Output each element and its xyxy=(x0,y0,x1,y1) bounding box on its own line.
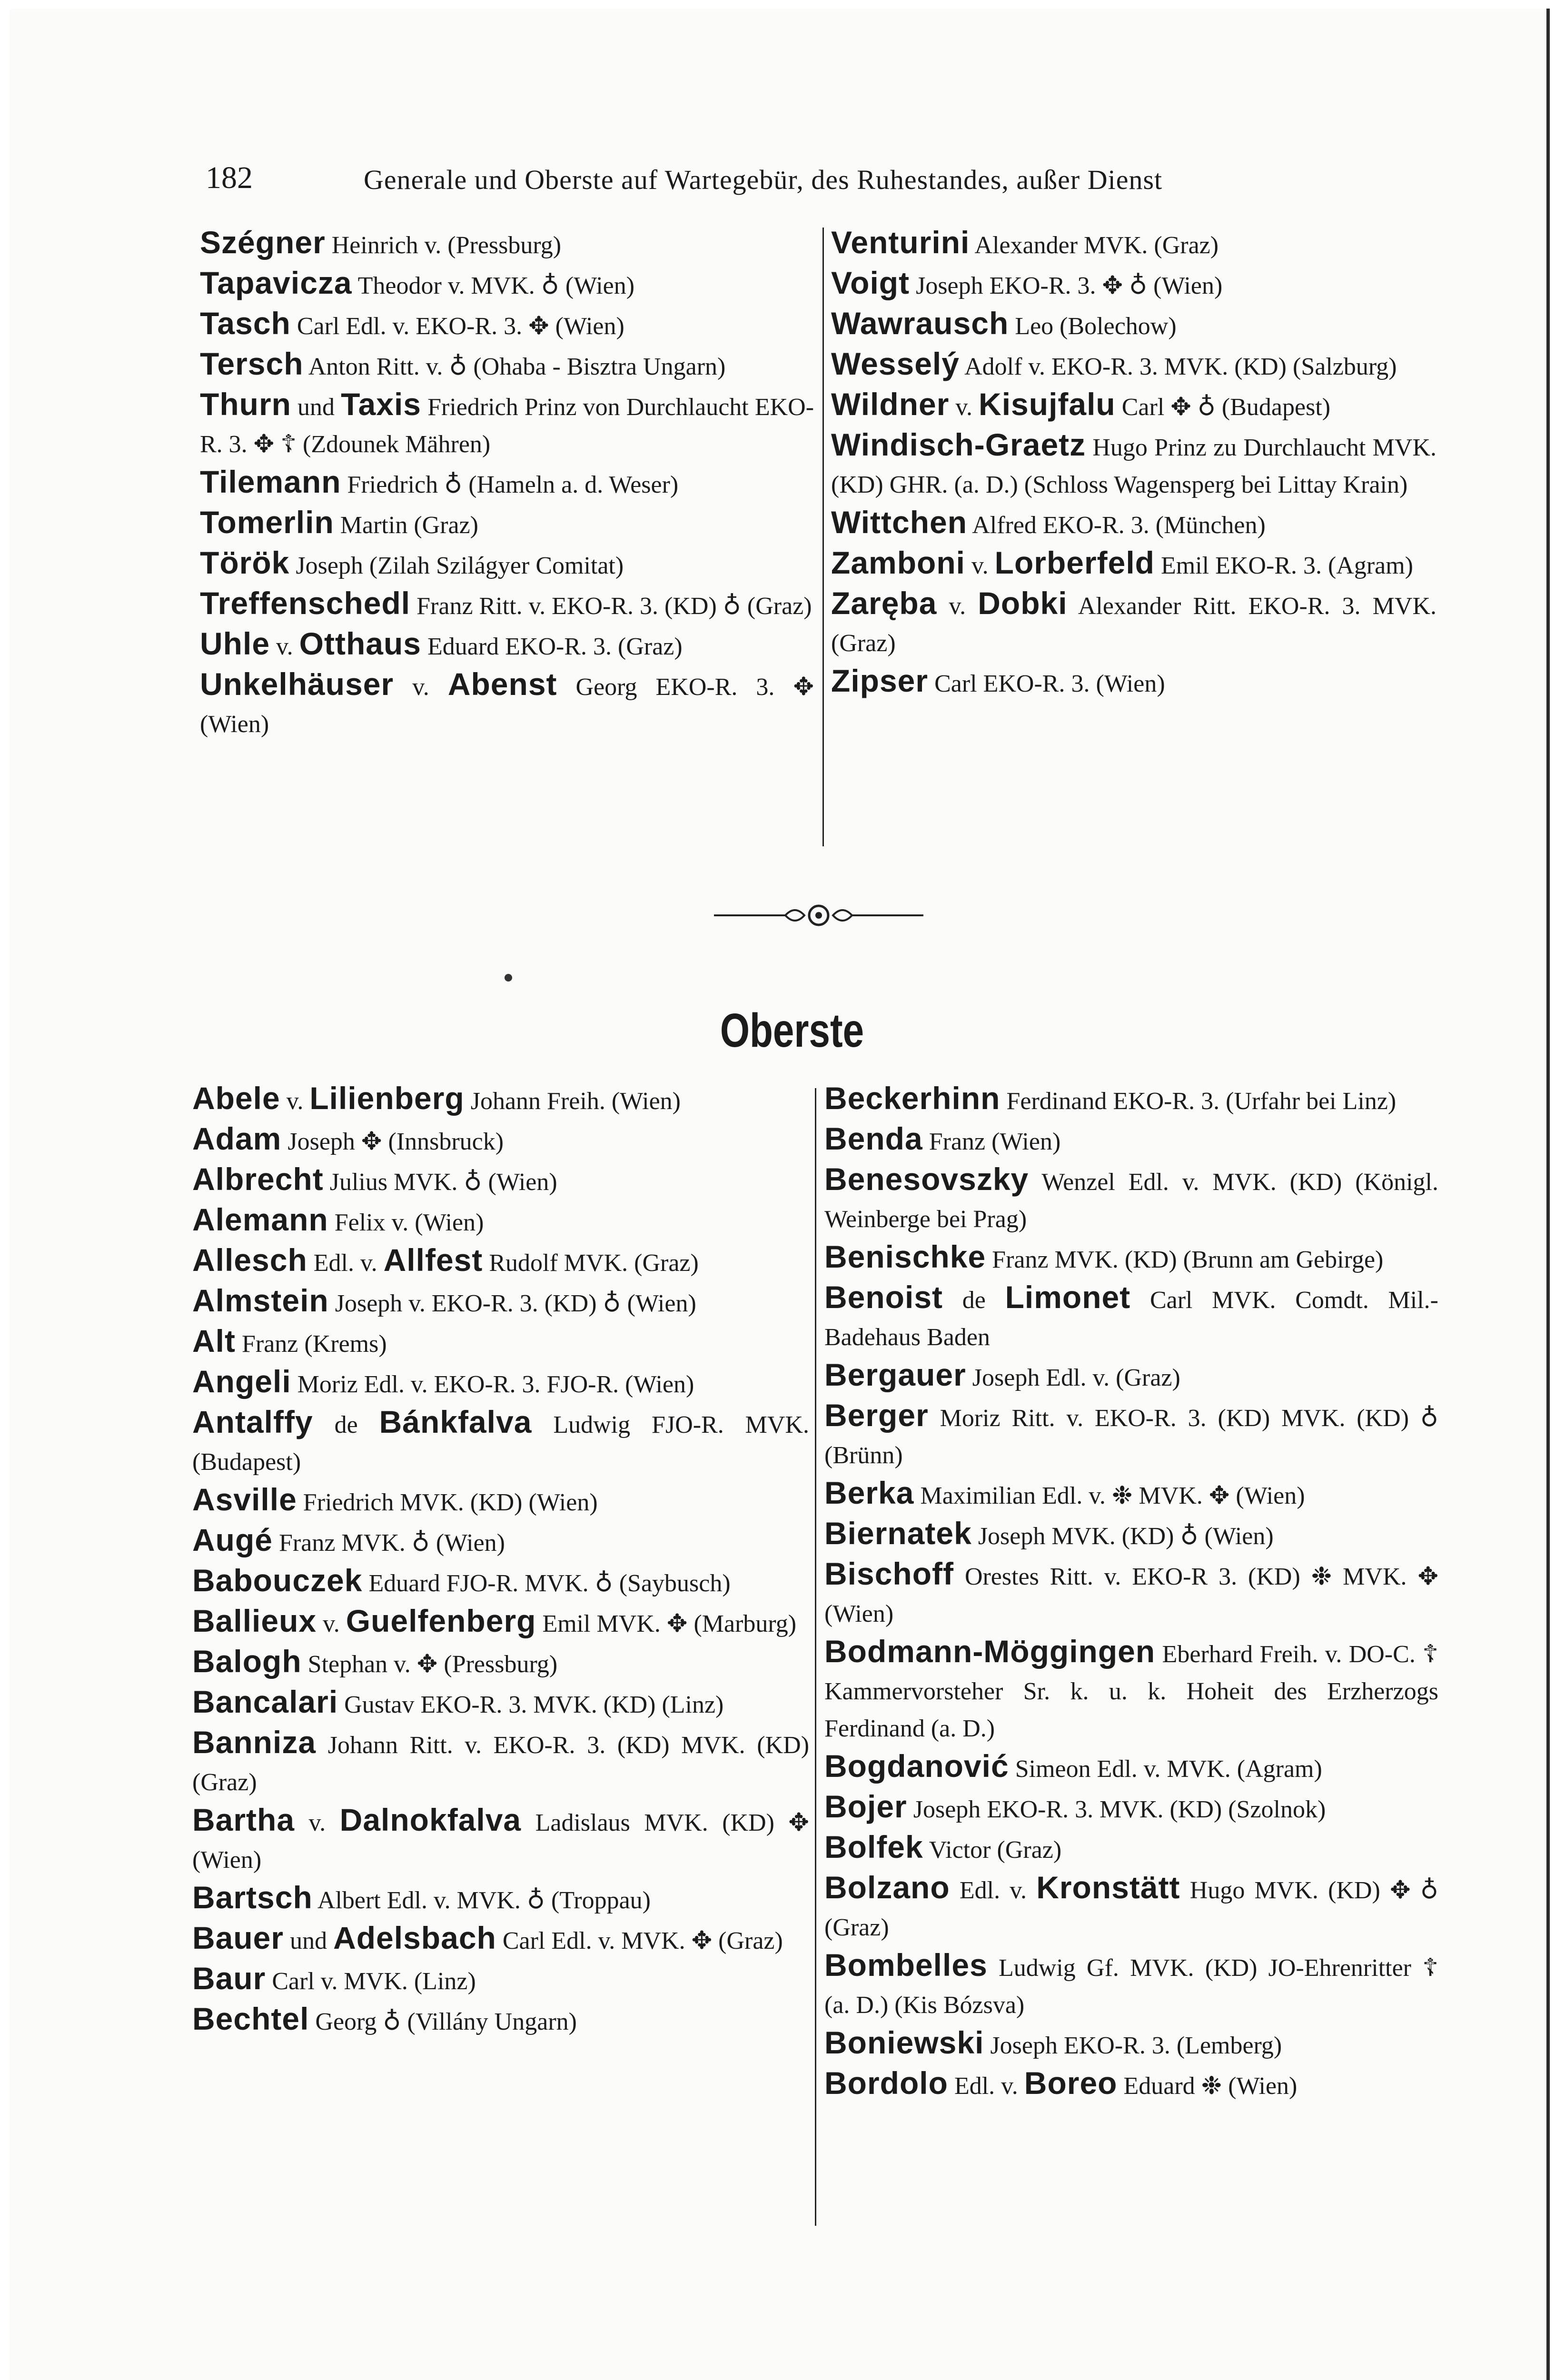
entry-surname: Venturini xyxy=(831,225,970,260)
entry-surname: Bischoff xyxy=(824,1556,954,1591)
entry-details: Anton Ritt. v. ♁ (Ohaba - Bisztra Ungarn) xyxy=(308,353,726,380)
generale-entry xyxy=(831,224,1436,264)
entry-surname: Bolfek xyxy=(824,1829,923,1864)
entry-surname: Bechtel xyxy=(192,2001,309,2036)
entry-details: Carl MVK. Comdt. Mil.-Badehaus Baden xyxy=(824,1287,1438,1351)
entry-details: Heinrich v. (Pressburg) xyxy=(331,232,562,259)
entry-surname: Zaręba xyxy=(831,585,937,621)
oberste-entry xyxy=(192,1801,809,1879)
entry-details: Gustav EKO-R. 3. MVK. (KD) (Linz) xyxy=(344,1691,724,1718)
entry-details: Franz (Krems) xyxy=(241,1330,387,1358)
entry-surname: Ballieux xyxy=(192,1603,317,1638)
generale-entry xyxy=(200,463,814,504)
entry-surname2: Otthaus xyxy=(299,626,421,661)
entry-surname: Albrecht xyxy=(192,1161,324,1197)
page-number: 182 xyxy=(206,160,253,195)
entry-details: Joseph v. EKO-R. 3. (KD) ♁ (Wien) xyxy=(335,1290,696,1317)
entry-surname: Bogdanović xyxy=(824,1748,1009,1784)
oberste-entry xyxy=(824,1515,1438,1555)
entry-connector: Edl. v. xyxy=(954,2073,1018,2100)
entry-surname: Banniza xyxy=(192,1725,317,1760)
entry-surname: Boniewski xyxy=(824,2025,984,2060)
oberste-entry xyxy=(824,1356,1438,1397)
entry-details: Adolf v. EKO-R. 3. MVK. (KD) (Salzburg) xyxy=(964,353,1397,380)
entry-surname: Allesch xyxy=(192,1242,307,1278)
entry-surname2: Kisujfalu xyxy=(979,387,1116,422)
oberste-entry xyxy=(824,1474,1438,1515)
entry-surname: Tilemann xyxy=(200,464,341,499)
entry-details: Georg EKO-R. 3. ✥ (Wien) xyxy=(200,674,814,738)
page xyxy=(10,9,1550,2380)
entry-surname: Bombelles xyxy=(824,1947,988,1983)
entry-surname2: Boreo xyxy=(1024,2065,1118,2101)
entry-details: Rudolf MVK. (Graz) xyxy=(489,1250,699,1277)
entry-surname2: Lorberfeld xyxy=(994,545,1155,580)
page-header xyxy=(206,160,1286,198)
entry-details: Maximilian Edl. v. ❉ MVK. ✥ (Wien) xyxy=(920,1482,1305,1509)
entry-details: Simeon Edl. v. MVK. (Agram) xyxy=(1015,1755,1322,1783)
entry-details: Ferdinand EKO-R. 3. (Urfahr bei Linz) xyxy=(1006,1088,1397,1115)
generale-entry xyxy=(200,305,814,345)
entry-details: Ludwig FJO-R. MVK. (Budapest) xyxy=(192,1411,810,1476)
entry-surname: Bolzano xyxy=(824,1870,950,1905)
entry-surname: Zamboni xyxy=(831,545,965,580)
generale-entry xyxy=(831,426,1436,504)
entry-details: Wenzel Edl. v. MVK. (KD) (Königl. Weinberge bei Prag) xyxy=(824,1169,1439,1233)
entry-surname: Tersch xyxy=(200,346,304,381)
entry-surname: Baur xyxy=(192,1961,266,1996)
entry-surname: Berka xyxy=(824,1475,914,1510)
entry-details: Hugo Prinz zu Durchlaucht MVK. (KD) GHR. (a. D.) (Schloss Wagensperg bei Littay Krain) xyxy=(831,434,1437,498)
entry-details: Theodor v. MVK. ♁ (Wien) xyxy=(357,272,635,299)
entry-surname: Berger xyxy=(824,1398,929,1433)
entry-details: Orestes Ritt. v. EKO-R 3. (KD) ❉ MVK. ✥ (Wien) xyxy=(824,1563,1439,1627)
entry-surname2: Allfest xyxy=(383,1242,483,1278)
entry-details: Ladislaus MVK. (KD) ✥ (Wien) xyxy=(192,1809,810,1874)
oberste-entry xyxy=(824,1160,1438,1238)
entry-surname: Abele xyxy=(192,1081,280,1116)
entry-surname: Tomerlin xyxy=(200,505,334,540)
oberste-entry xyxy=(192,1282,809,1322)
oberste-entry xyxy=(824,1080,1438,1120)
generale-entry xyxy=(200,264,814,305)
oberste-entry xyxy=(192,1724,809,1801)
entry-surname: Wawrausch xyxy=(831,306,1009,341)
entry-details: Alexander MVK. (Graz) xyxy=(974,232,1219,259)
entry-details: Joseph Edl. v. (Graz) xyxy=(972,1364,1180,1391)
entry-surname2: Abenst xyxy=(447,666,557,702)
entry-surname2: Limonet xyxy=(1005,1279,1131,1315)
generale-entry xyxy=(200,544,814,585)
entry-surname: Benoist xyxy=(824,1279,943,1315)
generale-entry xyxy=(831,264,1436,305)
entry-surname: Tasch xyxy=(200,306,291,341)
oberste-entry xyxy=(192,2000,809,2041)
entry-surname: Tapavicza xyxy=(200,265,352,300)
entry-surname: Bojer xyxy=(824,1789,907,1824)
entry-connector: und xyxy=(297,394,335,421)
entry-details: Emil MVK. ✥ (Marburg) xyxy=(542,1610,797,1637)
entry-details: Joseph ✥ (Innsbruck) xyxy=(287,1128,504,1155)
oberste-entry xyxy=(192,1879,809,1919)
oberste-entry xyxy=(192,1403,809,1481)
entry-details: Franz Ritt. v. EKO-R. 3. (KD) ♁ (Graz) xyxy=(416,593,812,620)
entry-surname: Thurn xyxy=(200,387,291,422)
entry-connector: und xyxy=(290,1927,327,1954)
section-title-oberste: Oberste xyxy=(720,1004,864,1057)
oberste-entry xyxy=(192,1643,809,1683)
entry-surname2: Guelfenberg xyxy=(346,1603,536,1638)
entry-details: Franz (Wien) xyxy=(929,1128,1061,1155)
entry-details: Carl EKO-R. 3. (Wien) xyxy=(934,670,1165,697)
generale-entry xyxy=(200,665,814,743)
entry-details: Eduard FJO-R. MVK. ♁ (Saybusch) xyxy=(368,1570,731,1597)
running-title: Generale und Oberste auf Wartegebür, des Ruhestandes, außer Dienst xyxy=(364,164,1163,195)
entry-details: Joseph (Zilah Szilágyer Comitat) xyxy=(296,552,624,579)
entry-surname: Asville xyxy=(192,1482,297,1517)
oberste-entry xyxy=(824,1397,1438,1474)
oberste-entry xyxy=(824,1279,1438,1356)
oberste-entry xyxy=(192,1363,809,1403)
generale-entry xyxy=(831,386,1436,426)
entry-details: Carl v. MVK. (Linz) xyxy=(272,1968,476,1995)
entry-surname: Alemann xyxy=(192,1202,328,1237)
entry-details: Moriz Ritt. v. EKO-R. 3. (KD) MVK. (KD) ♁ (Brünn) xyxy=(824,1405,1438,1469)
oberste-entry xyxy=(192,1241,809,1282)
entry-surname: Beckerhinn xyxy=(824,1081,1000,1116)
oberste-entry xyxy=(192,1481,809,1521)
entry-surname2: Kronstätt xyxy=(1036,1870,1180,1905)
oberste-entry xyxy=(824,1747,1438,1788)
oberste-entry xyxy=(824,2024,1438,2064)
entry-surname: Biernatek xyxy=(824,1516,972,1551)
generale-entry xyxy=(831,544,1436,585)
entry-surname2: Dalnokfalva xyxy=(339,1802,522,1837)
generale-entry xyxy=(831,504,1436,544)
oberste-entry xyxy=(824,1869,1438,1946)
entry-connector: v. xyxy=(323,1610,340,1637)
entry-details: Carl Edl. v. EKO-R. 3. ✥ (Wien) xyxy=(297,313,624,340)
entry-connector: de xyxy=(962,1287,986,1314)
entry-surname: Uhle xyxy=(200,626,270,661)
entry-details: Friedrich MVK. (KD) (Wien) xyxy=(303,1489,598,1516)
generale-entry xyxy=(200,386,814,463)
entry-connector: Edl. v. xyxy=(313,1250,377,1277)
oberste-right-column xyxy=(824,1080,1438,2105)
entry-connector: v. xyxy=(276,633,293,660)
oberste-entry xyxy=(192,1602,809,1643)
oberste-entry xyxy=(192,1201,809,1241)
entry-surname: Benischke xyxy=(824,1239,986,1274)
entry-details: Eduard ❉ (Wien) xyxy=(1123,2073,1298,2100)
entry-surname: Alt xyxy=(192,1323,236,1359)
entry-details: Emil EKO-R. 3. (Agram) xyxy=(1160,552,1413,579)
entry-surname: Antalffy xyxy=(192,1404,313,1439)
entry-details: Friedrich Prinz von Durchlaucht EKO-R. 3. ✥ ☦ (Zdounek Mähren) xyxy=(200,394,814,458)
section-divider-ornament xyxy=(714,899,923,932)
entry-surname: Wittchen xyxy=(831,505,968,540)
entry-surname: Voigt xyxy=(831,265,910,300)
entry-details: Ludwig Gf. MVK. (KD) JO-Ehrenritter ☦ (a. D.) (Kis Bózsva) xyxy=(824,1954,1438,2019)
oberste-entry xyxy=(824,1788,1438,1828)
entry-surname: Babouczek xyxy=(192,1563,363,1598)
entry-details: Victor (Graz) xyxy=(929,1836,1062,1864)
generale-entry xyxy=(831,305,1436,345)
oberste-entry xyxy=(824,2064,1438,2105)
entry-surname: Bordolo xyxy=(824,2065,948,2101)
entry-surname: Török xyxy=(200,545,290,580)
entry-details: Eduard EKO-R. 3. (Graz) xyxy=(427,633,683,660)
entry-surname: Bodmann-Möggingen xyxy=(824,1634,1156,1669)
entry-details: Hugo MVK. (KD) ✥ ♁ (Graz) xyxy=(824,1877,1438,1941)
entry-surname: Treffenschedl xyxy=(200,585,411,621)
oberste-entry xyxy=(192,1160,809,1201)
oberste-entry xyxy=(824,1828,1438,1869)
entry-details: Stephan v. ✥ (Pressburg) xyxy=(307,1651,558,1678)
entry-surname: Almstein xyxy=(192,1283,329,1318)
entry-surname: Adam xyxy=(192,1121,282,1156)
entry-surname: Bancalari xyxy=(192,1684,338,1719)
entry-details: Johann Freih. (Wien) xyxy=(470,1088,681,1115)
entry-details: Eberhard Freih. v. DO-C. ☦ Kammervorsteher Sr. k. u. k. Hoheit des Erzherzogs Ferdinand (a. D.) xyxy=(824,1641,1438,1742)
entry-surname: Angeli xyxy=(192,1364,291,1399)
generale-entry xyxy=(200,345,814,386)
generale-entry xyxy=(831,345,1436,386)
oberste-entry xyxy=(824,1555,1438,1633)
entry-connector: de xyxy=(334,1411,358,1438)
generale-left-column xyxy=(200,224,814,743)
generale-column-divider xyxy=(822,228,824,846)
entry-details: Alexander Ritt. EKO-R. 3. MVK. (Graz) xyxy=(831,593,1436,657)
oberste-entry xyxy=(824,1238,1438,1279)
entry-details: Georg ♁ (Villány Ungarn) xyxy=(315,2008,577,2035)
stray-dot xyxy=(505,974,512,982)
entry-details: Moriz Edl. v. EKO-R. 3. FJO-R. (Wien) xyxy=(297,1371,694,1398)
entry-surname: Benesovszky xyxy=(824,1161,1029,1197)
oberste-entry xyxy=(192,1080,809,1120)
entry-surname: Zipser xyxy=(831,663,929,698)
entry-connector: v. xyxy=(949,593,966,620)
entry-surname: Bartsch xyxy=(192,1880,313,1915)
oberste-entry xyxy=(192,1322,809,1363)
generale-entry xyxy=(831,585,1436,662)
entry-details: Joseph EKO-R. 3. (Lemberg) xyxy=(990,2032,1282,2059)
entry-details: Franz MVK. (KD) (Brunn am Gebirge) xyxy=(992,1246,1384,1273)
entry-surname: Wesselý xyxy=(831,346,960,381)
entry-details: Friedrich ♁ (Hameln a. d. Weser) xyxy=(347,471,679,498)
entry-connector: v. xyxy=(955,394,973,421)
entry-surname2: Adelsbach xyxy=(333,1920,496,1955)
entry-connector: v. xyxy=(308,1809,326,1836)
entry-surname2: Dobki xyxy=(978,585,1068,621)
entry-details: Franz MVK. ♁ (Wien) xyxy=(279,1529,505,1557)
entry-surname2: Lilienberg xyxy=(309,1081,465,1116)
oberste-entry xyxy=(824,1633,1438,1747)
oberste-entry xyxy=(192,1683,809,1724)
entry-details: Joseph MVK. (KD) ♁ (Wien) xyxy=(978,1523,1274,1550)
generale-entry xyxy=(200,625,814,665)
entry-details: Carl ✥ ♁ (Budapest) xyxy=(1121,394,1331,421)
generale-entry xyxy=(200,224,814,264)
entry-details: Carl Edl. v. MVK. ✥ (Graz) xyxy=(502,1927,783,1954)
entry-details: Alfred EKO-R. 3. (München) xyxy=(972,512,1266,539)
entry-details: Albert Edl. v. MVK. ♁ (Troppau) xyxy=(317,1887,651,1914)
entry-surname: Bergauer xyxy=(824,1357,966,1392)
oberste-left-column xyxy=(192,1080,809,2041)
oberste-entry xyxy=(192,1120,809,1160)
generale-right-column xyxy=(831,224,1436,703)
entry-details: Johann Ritt. v. EKO-R. 3. (KD) MVK. (KD) (Graz) xyxy=(192,1732,810,1796)
oberste-entry xyxy=(192,1919,809,1960)
entry-details: Felix v. (Wien) xyxy=(334,1209,484,1236)
entry-connector: Edl. v. xyxy=(959,1877,1027,1904)
entry-surname: Unkelhäuser xyxy=(200,666,394,702)
oberste-entry xyxy=(192,1562,809,1602)
entry-surname: Balogh xyxy=(192,1644,302,1679)
entry-surname: Augé xyxy=(192,1522,273,1557)
entry-connector: v. xyxy=(971,552,989,579)
entry-details: Joseph EKO-R. 3. MVK. (KD) (Szolnok) xyxy=(913,1796,1326,1823)
oberste-entry xyxy=(192,1960,809,2000)
entry-surname: Wildner xyxy=(831,387,950,422)
entry-details: Julius MVK. ♁ (Wien) xyxy=(329,1169,557,1196)
generale-entry xyxy=(831,662,1436,703)
oberste-entry xyxy=(824,1946,1438,2024)
entry-details: Leo (Bolechow) xyxy=(1015,313,1177,340)
generale-entry xyxy=(200,504,814,544)
entry-surname: Bauer xyxy=(192,1920,284,1955)
entry-surname: Windisch-Graetz xyxy=(831,427,1086,462)
generale-entry xyxy=(200,585,814,625)
oberste-entry xyxy=(824,1120,1438,1160)
entry-surname: Benda xyxy=(824,1121,923,1156)
entry-connector: v. xyxy=(286,1088,304,1115)
entry-surname: Bartha xyxy=(192,1802,295,1837)
entry-surname2: Bánkfalva xyxy=(379,1404,532,1439)
entry-surname2: Taxis xyxy=(341,387,422,422)
oberste-column-divider xyxy=(815,1088,816,2226)
entry-connector: v. xyxy=(412,674,429,701)
entry-surname: Szégner xyxy=(200,225,326,260)
entry-details: Martin (Graz) xyxy=(340,512,478,539)
entry-details: Joseph EKO-R. 3. ✥ ♁ (Wien) xyxy=(916,272,1223,299)
oberste-entry xyxy=(192,1521,809,1562)
